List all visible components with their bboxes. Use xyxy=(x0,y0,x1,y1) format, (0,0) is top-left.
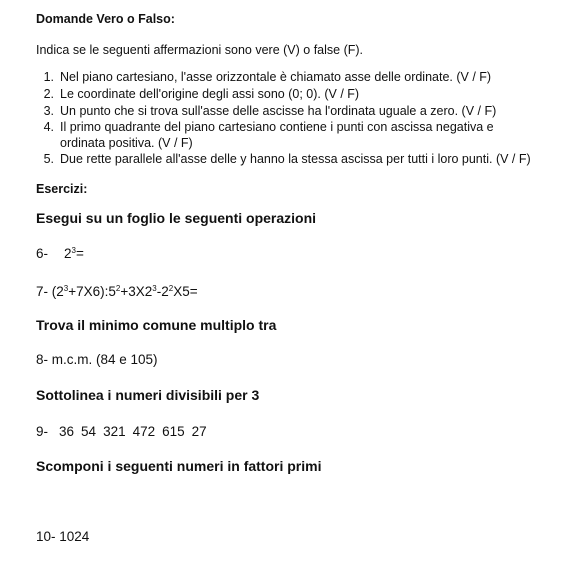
item-text: Nel piano cartesiano, l'asse orizzontale è chiamato asse delle ordinate. (V / F) xyxy=(60,70,492,84)
expr-part: -2 xyxy=(156,284,169,299)
list-item xyxy=(36,104,496,118)
number-item: 27 xyxy=(191,424,207,439)
expr-part: +3X2 xyxy=(120,284,153,299)
exercises-heading: Esercizi: xyxy=(36,182,88,196)
item-number: 2. xyxy=(43,87,54,101)
item-text: Due rette parallele all'asse delle y hanno la stessa ascissa per tutti i loro punti. (V / F) xyxy=(60,152,531,166)
item-text: Un punto che si trova sull'asse delle ascisse ha l'ordinata uguale a zero. (V / F) xyxy=(60,104,497,118)
truefalse-intro: Indica se le seguenti affermazioni sono vere (V) o false (F). xyxy=(36,43,364,57)
expr-exponent: 2 xyxy=(115,284,121,293)
item-number: 4. xyxy=(43,120,54,134)
truefalse-heading: Domande Vero o Falso: xyxy=(36,12,175,26)
list-item-continuation xyxy=(36,136,193,150)
number-item: 321 xyxy=(103,424,126,439)
section-title: Esegui su un foglio le seguenti operazioni xyxy=(36,210,317,226)
exercise-10: 10- 1024 xyxy=(36,529,90,544)
number-item: 472 xyxy=(132,424,156,439)
section-title: Scomponi i seguenti numeri in fattori primi xyxy=(36,458,322,474)
expr-exponent: 3 xyxy=(152,284,157,293)
exercise-6 xyxy=(36,246,84,261)
list-item xyxy=(36,70,491,84)
list-item xyxy=(36,87,359,101)
expr-part: (2 xyxy=(51,284,64,299)
expr-part: X5= xyxy=(173,284,198,299)
exercise-label: 7- xyxy=(36,284,49,299)
exercise-8: 8- m.c.m. (84 e 105) xyxy=(36,352,158,367)
item-text: Il primo quadrante del piano cartesiano contiene i punti con ascissa negativa e xyxy=(60,120,494,134)
item-text: Le coordinate dell'origine degli assi sono (0; 0). (V / F) xyxy=(60,87,360,101)
expr-exponent: 2 xyxy=(168,284,174,293)
exercise-exponent: 3 xyxy=(71,246,76,255)
number-item: 36 xyxy=(59,424,75,439)
list-item xyxy=(36,120,494,134)
expr-exponent: 3 xyxy=(63,284,69,293)
item-number: 3. xyxy=(43,104,54,118)
item-number: 5. xyxy=(43,152,54,166)
item-number: 1. xyxy=(43,70,54,84)
list-item xyxy=(36,152,531,166)
exercise-tail: = xyxy=(75,246,84,261)
number-item: 615 xyxy=(162,424,185,439)
exercise-base: 2 xyxy=(64,246,72,261)
exercise-label: 9- xyxy=(36,424,49,439)
section-title: Trova il minimo comune multiplo tra xyxy=(36,317,277,333)
section-title: Sottolinea i numeri divisibili per 3 xyxy=(36,387,260,403)
exercise-7 xyxy=(36,284,198,299)
number-item: 54 xyxy=(81,424,97,439)
exercise-9 xyxy=(36,424,214,439)
exercise-label: 6- xyxy=(36,246,49,261)
item-text: ordinata positiva. (V / F) xyxy=(60,136,193,150)
expr-part: +7X6):5 xyxy=(68,284,116,299)
